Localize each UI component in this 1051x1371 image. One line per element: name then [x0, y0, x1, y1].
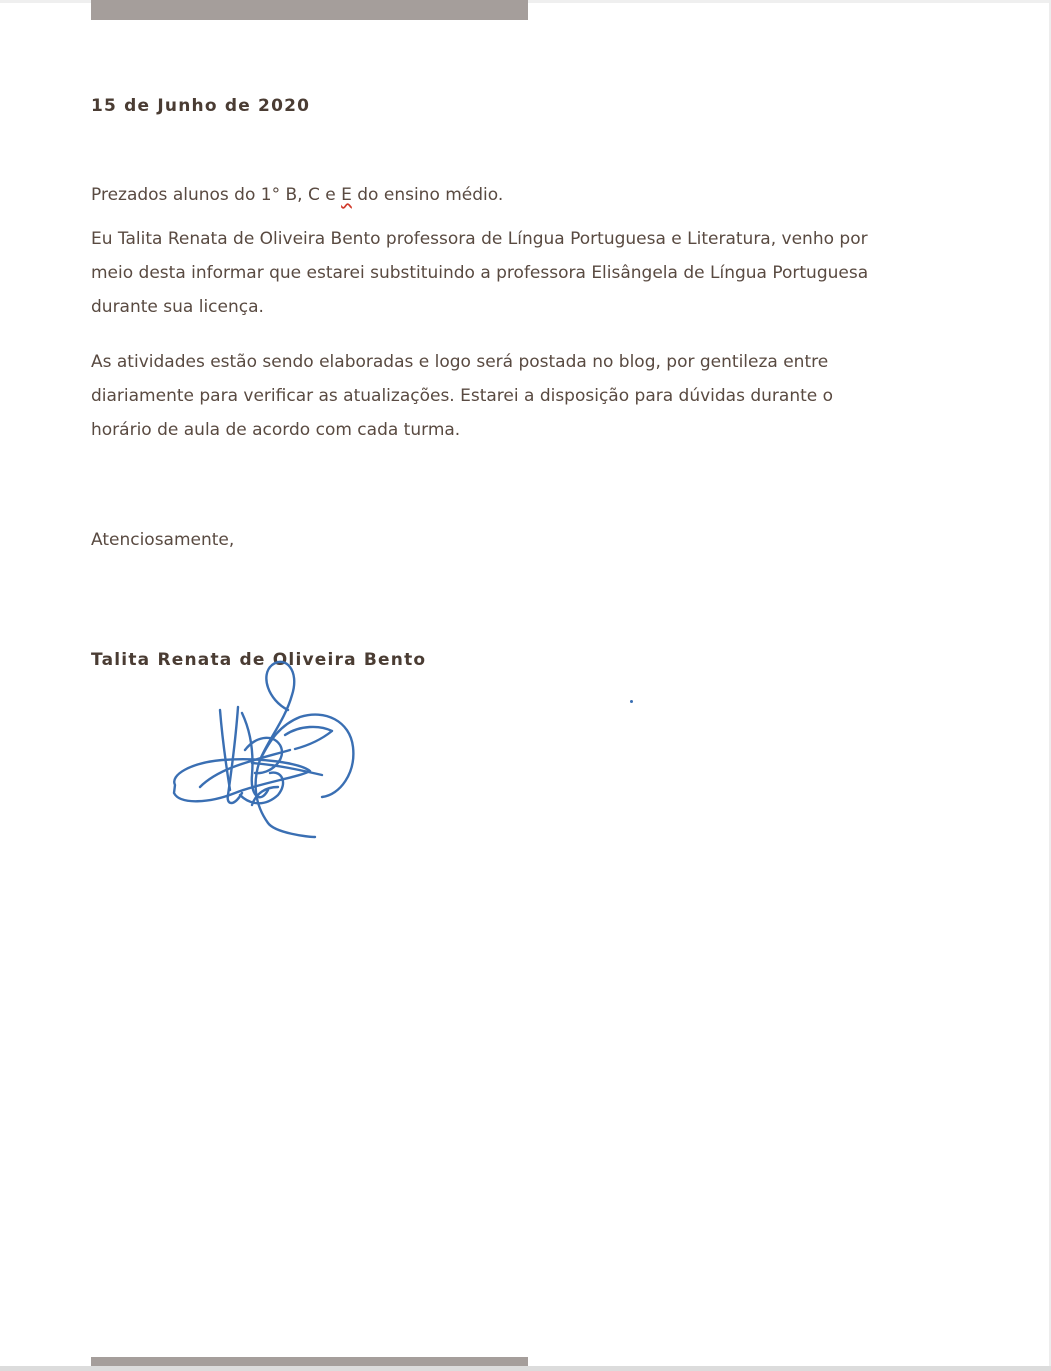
paragraph-line: Eu Talita Renata de Oliveira Bento professora de Língua Portuguesa e Literatura, venho por: [91, 229, 868, 249]
paragraph-introduction: [91, 222, 868, 324]
paragraph-line: durante sua licença.: [91, 297, 264, 317]
greeting-line: [91, 178, 503, 212]
signature-stroke: [220, 710, 230, 790]
greeting-text-end: do ensino médio.: [351, 185, 504, 205]
paragraph-line: horário de aula de acordo com cada turma.: [91, 420, 461, 440]
paragraph-activities: [91, 345, 833, 447]
page-bottom-edge: [0, 1366, 1051, 1371]
paragraph-line: As atividades estão sendo elaboradas e logo será postada no blog, por gentileza entre: [91, 352, 829, 372]
stray-ink-dot: [630, 700, 633, 703]
signature-stroke: [285, 727, 332, 749]
signer-name: Talita Renata de Oliveira Bento: [91, 650, 427, 670]
header-decorative-bar: [91, 0, 528, 20]
spellcheck-marked-word[interactable]: E: [341, 185, 352, 205]
closing-salutation: Atenciosamente,: [91, 530, 235, 550]
signature-stroke: [228, 707, 242, 803]
paragraph-line: diariamente para verificar as atualizações. Estarei a disposição para dúvidas durante o: [91, 386, 834, 406]
handwritten-signature: [160, 655, 370, 850]
paragraph-line: meio desta informar que estarei substituindo a professora Elisângela de Língua Portuguesa: [91, 263, 869, 283]
greeting-text-start: Prezados alunos do 1° B, C e: [91, 185, 342, 205]
letter-date: 15 de Junho de 2020: [91, 96, 311, 116]
